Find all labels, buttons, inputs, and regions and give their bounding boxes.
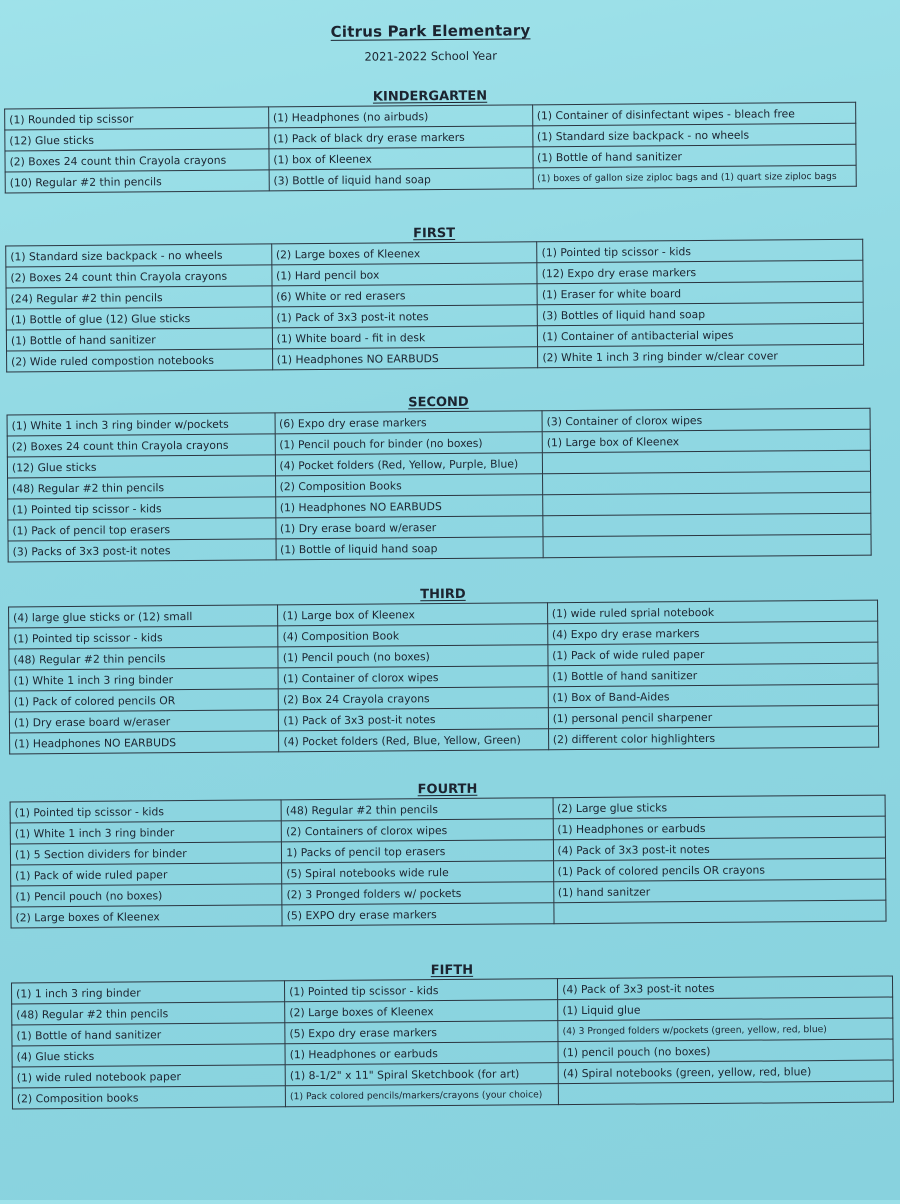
grade-heading: FIFTH (430, 962, 474, 979)
supply-item-cell: (1) Pack of colored pencils OR crayons (553, 858, 886, 882)
supply-item-cell: (3) Bottles of liquid hand soap (537, 302, 863, 326)
school-title: Citrus Park Elementary (330, 21, 531, 41)
supply-item-cell: (4) Composition Book (278, 624, 548, 647)
supply-item-cell: (2) different color highlighters (548, 726, 878, 750)
grade-heading: THIRD (420, 586, 466, 603)
supply-item-cell: (48) Regular #2 thin pencils (9, 647, 279, 670)
supply-item-cell: (1) Liquid glue (558, 997, 893, 1021)
section-first (5, 222, 864, 373)
supply-table (7, 408, 872, 563)
supply-item-cell: (4) Pocket folders (Red, Yellow, Purple, Blue) (275, 453, 543, 476)
supply-item-cell: 1) Packs of pencil top erasers (282, 840, 553, 863)
supply-item-cell: (2) Large boxes of Kleenex (285, 1000, 558, 1023)
supply-item-cell: (4) large glue sticks or (12) small (9, 605, 279, 628)
supply-item-cell: (48) Regular #2 thin pencils (281, 798, 552, 821)
supply-item-cell: (1) hand sanitzer (553, 879, 886, 903)
supply-item-cell: (5) Spiral notebooks wide rule (282, 861, 553, 884)
supply-item-cell: (6) Expo dry erase markers (275, 411, 543, 434)
supply-item-cell: (1) Standard size backpack - no wheels (532, 123, 856, 147)
supply-item-cell: (1) White board - fit in desk (272, 326, 538, 349)
supply-item-cell: (2) Box 24 Crayola crayons (279, 687, 549, 710)
supply-item-cell: (2) Large glue sticks (553, 795, 886, 819)
section-kindergarten (4, 85, 857, 194)
supply-table (4, 102, 857, 194)
section-second (6, 391, 871, 563)
supply-item-cell: (2) Large boxes of Kleenex (11, 905, 282, 928)
supply-item-cell: (1) Pack of colored pencils OR (9, 689, 279, 712)
supply-item-cell (543, 492, 871, 516)
supply-item-cell (559, 1081, 894, 1105)
supply-item-cell: (12) Glue sticks (5, 128, 269, 151)
supply-item-cell: (3) Bottle of liquid hand soap (269, 168, 533, 191)
supply-item-cell: (1) White 1 inch 3 ring binder w/pockets (7, 413, 275, 436)
supply-item-cell: (1) Bottle of hand sanitizer (12, 1023, 285, 1046)
supply-table (5, 239, 864, 373)
supply-item-cell: (4) Glue sticks (12, 1044, 285, 1067)
school-year: 2021-2022 School Year (364, 48, 498, 64)
supply-item-cell: (2) Boxes 24 count thin Crayola crayons (6, 265, 272, 288)
supply-item-cell: (4) 3 Pronged folders w/pockets (green, yellow, red, blue) (558, 1018, 893, 1042)
supply-item-cell: (2) Boxes 24 count thin Crayola crayons (7, 434, 275, 457)
supply-item-cell: (1) wide ruled sprial notebook (547, 600, 877, 624)
section-fifth (11, 959, 894, 1110)
supply-item-cell (543, 471, 871, 495)
supply-item-cell: (6) White or red erasers (272, 284, 538, 307)
supply-item-cell: (1) personal pencil sharpener (548, 705, 878, 729)
supply-item-cell: (1) Container of clorox wipes (278, 666, 548, 689)
supply-item-cell: (24) Regular #2 thin pencils (6, 286, 272, 309)
supply-item-cell: (4) Pack of 3x3 post-it notes (558, 976, 893, 1000)
supply-item-cell: (4) Spiral notebooks (green, yellow, red, blue) (558, 1060, 893, 1084)
supply-item-cell: (1) Pencil pouch (no boxes) (11, 884, 282, 907)
supply-item-cell: (1) Eraser for white board (537, 281, 863, 305)
supply-item-cell: (1) Container of antibacterial wipes (538, 323, 864, 347)
supply-item-cell: (2) Composition books (12, 1086, 285, 1109)
grade-heading: FIRST (413, 225, 456, 242)
supply-item-cell: (10) Regular #2 thin pencils (5, 170, 269, 193)
supply-item-cell: (1) wide ruled notebook paper (12, 1065, 285, 1088)
supply-item-cell: (1) Bottle of glue (12) Glue sticks (6, 307, 272, 330)
supply-item-cell: (1) Box of Band-Aides (548, 684, 878, 708)
supply-item-cell: (1) Pack colored pencils/markers/crayons (your choice) (285, 1084, 558, 1107)
supply-item-cell: (1) Headphones (no airbuds) (268, 105, 532, 128)
supply-item-cell: (1) Pack of wide ruled paper (11, 863, 282, 886)
supply-item-cell: (1) Pointed tip scissor - kids (8, 497, 276, 520)
supply-item-cell: (1) Headphones NO EARBUDS (10, 731, 280, 754)
supply-item-cell: (2) 3 Pronged folders w/ pockets (282, 882, 553, 905)
supply-item-cell: (3) Container of clorox wipes (542, 408, 870, 432)
supply-item-cell: (1) boxes of gallon size ziploc bags and (1) quart size ziploc bags (533, 165, 857, 189)
supply-item-cell: (1) Bottle of hand sanitizer (6, 328, 272, 351)
supply-item-cell: (1) Large box of Kleenex (278, 603, 548, 626)
supply-item-cell: (1) Bottle of hand sanitizer (533, 144, 857, 168)
supply-item-cell: (1) Large box of Kleenex (542, 429, 870, 453)
supply-item-cell: (4) Expo dry erase markers (547, 621, 877, 645)
supply-item-cell: (12) Glue sticks (7, 455, 275, 478)
supply-table (8, 600, 879, 755)
supply-item-cell: (2) Composition Books (275, 474, 543, 497)
supply-item-cell: (2) White 1 inch 3 ring binder w/clear cover (538, 344, 864, 368)
supply-item-cell: (1) 5 Section dividers for binder (10, 842, 281, 865)
supply-item-cell: (1) Pack of wide ruled paper (548, 642, 878, 666)
supply-item-cell: (1) Dry erase board w/eraser (9, 710, 279, 733)
supply-item-cell: (5) EXPO dry erase markers (282, 903, 553, 926)
supply-item-cell: (3) Packs of 3x3 post-it notes (8, 539, 276, 562)
supply-item-cell: (4) Pocket folders (Red, Blue, Yellow, Green) (279, 729, 549, 752)
supply-item-cell: (5) Expo dry erase markers (285, 1021, 558, 1044)
supply-item-cell: (1) Pencil pouch for binder (no boxes) (275, 432, 543, 455)
supply-item-cell: (2) Containers of clorox wipes (281, 819, 552, 842)
supply-item-cell: (1) Headphones NO EARBUDS (272, 347, 538, 370)
supply-item-cell: (1) Pointed tip scissor - kids (9, 626, 279, 649)
supply-item-cell (543, 513, 871, 537)
supply-item-cell: (1) Bottle of liquid hand soap (276, 537, 544, 560)
supply-item-cell: (48) Regular #2 thin pencils (8, 476, 276, 499)
supply-item-cell: (1) Pack of 3x3 post-it notes (272, 305, 538, 328)
grade-heading: FOURTH (417, 781, 478, 798)
section-third (8, 583, 879, 755)
supply-item-cell (543, 534, 871, 558)
supply-item-cell: (1) Pack of black dry erase markers (269, 126, 533, 149)
supply-item-cell: (2) Large boxes of Kleenex (271, 242, 537, 265)
supply-item-cell: (1) Container of disinfectant wipes - bleach free (532, 102, 856, 126)
supply-item-cell: (1) Pointed tip scissor - kids (537, 239, 863, 263)
supply-item-cell (553, 900, 886, 924)
supply-item-cell: (48) Regular #2 thin pencils (12, 1002, 285, 1025)
supply-item-cell: (4) Pack of 3x3 post-it notes (553, 837, 886, 861)
supply-item-cell: (1) Bottle of hand sanitizer (548, 663, 878, 687)
grade-heading: KINDERGARTEN (372, 88, 488, 105)
grade-heading: SECOND (408, 394, 469, 411)
supply-table (11, 976, 894, 1110)
supply-item-cell: (1) Hard pencil box (272, 263, 538, 286)
supply-item-cell: (1) Pencil pouch (no boxes) (278, 645, 548, 668)
supply-item-cell: (1) Headphones or earbuds (553, 816, 886, 840)
supply-item-cell: (12) Expo dry erase markers (537, 260, 863, 284)
supply-item-cell: (2) Boxes 24 count thin Crayola crayons (5, 149, 269, 172)
supply-item-cell: (1) Pack of pencil top erasers (8, 518, 276, 541)
supply-item-cell: (1) White 1 inch 3 ring binder (10, 821, 281, 844)
supply-item-cell: (1) Rounded tip scissor (5, 107, 269, 130)
supply-item-cell: (1) White 1 inch 3 ring binder (9, 668, 279, 691)
supply-item-cell: (1) Headphones or earbuds (285, 1042, 558, 1065)
supply-item-cell: (1) Pointed tip scissor - kids (285, 979, 558, 1002)
supply-item-cell: (1) Standard size backpack - no wheels (6, 244, 272, 267)
supply-item-cell: (1) Pointed tip scissor - kids (10, 800, 281, 823)
supply-item-cell (542, 450, 870, 474)
supply-item-cell: (1) pencil pouch (no boxes) (558, 1039, 893, 1063)
supply-item-cell: (1) box of Kleenex (269, 147, 533, 170)
section-fourth (9, 778, 886, 929)
supply-item-cell: (1) Headphones NO EARBUDS (275, 495, 543, 518)
supply-item-cell: (1) Pack of 3x3 post-it notes (279, 708, 549, 731)
supply-item-cell: (2) Wide ruled compostion notebooks (7, 349, 273, 372)
supply-table (10, 795, 887, 929)
supply-item-cell: (1) Dry erase board w/eraser (275, 516, 543, 539)
supply-item-cell: (1) 8-1/2" x 11" Spiral Sketchbook (for art) (285, 1063, 558, 1086)
supply-item-cell: (1) 1 inch 3 ring binder (11, 981, 284, 1004)
